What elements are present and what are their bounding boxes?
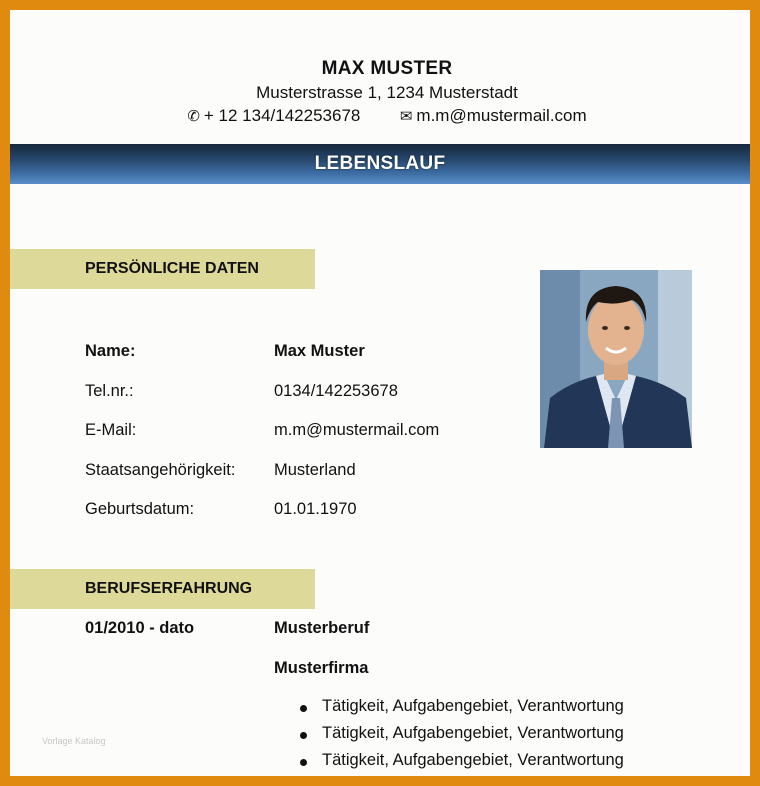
applicant-address: Musterstrasse 1, 1234 Musterstadt <box>256 83 518 102</box>
section-header-personal: PERSÖNLICHE DATEN <box>10 249 315 289</box>
personal-label: Geburtsdatum: <box>85 500 195 518</box>
list-item: Tätigkeit, Aufgabengebiet, Verantwortung <box>300 724 624 751</box>
section-header-experience: BERUFSERFAHRUNG <box>10 569 315 609</box>
portrait-illustration <box>540 270 692 448</box>
personal-value: m.m@mustermail.com <box>274 421 440 439</box>
personal-value: 0134/142253678 <box>274 382 398 400</box>
task-list <box>300 697 624 776</box>
phone-icon: ✆ <box>187 108 200 125</box>
watermark: Vorlage Katalog <box>42 736 106 746</box>
experience-company: Musterfirma <box>274 659 369 677</box>
personal-value: Max Muster <box>274 342 365 360</box>
applicant-name: MAX MUSTER <box>321 58 453 79</box>
experience-period: 01/2010 - dato <box>85 619 195 637</box>
title-banner <box>10 144 750 184</box>
personal-label: Staatsangehörigkeit: <box>85 461 236 479</box>
personal-value: Musterland <box>274 461 356 479</box>
personal-label: Name: <box>85 342 136 360</box>
contact-line <box>10 106 750 126</box>
envelope-icon: ✉ <box>399 108 413 125</box>
list-item: Tätigkeit, Aufgabengebiet, Verantwortung <box>300 751 624 776</box>
personal-value: 01.01.1970 <box>274 500 357 518</box>
document-title: LEBENSLAUF <box>314 153 446 174</box>
list-item: Tätigkeit, Aufgabengebiet, Verantwortung <box>300 697 624 724</box>
personal-label: Tel.nr.: <box>85 382 134 400</box>
resume-page <box>10 10 750 776</box>
applicant-photo <box>540 270 692 448</box>
experience-position: Musterberuf <box>274 619 370 637</box>
header-phone: + 12 134/142253678 <box>203 106 361 125</box>
header-email: m.m@mustermail.com <box>416 106 587 125</box>
personal-label: E-Mail: <box>85 421 137 439</box>
